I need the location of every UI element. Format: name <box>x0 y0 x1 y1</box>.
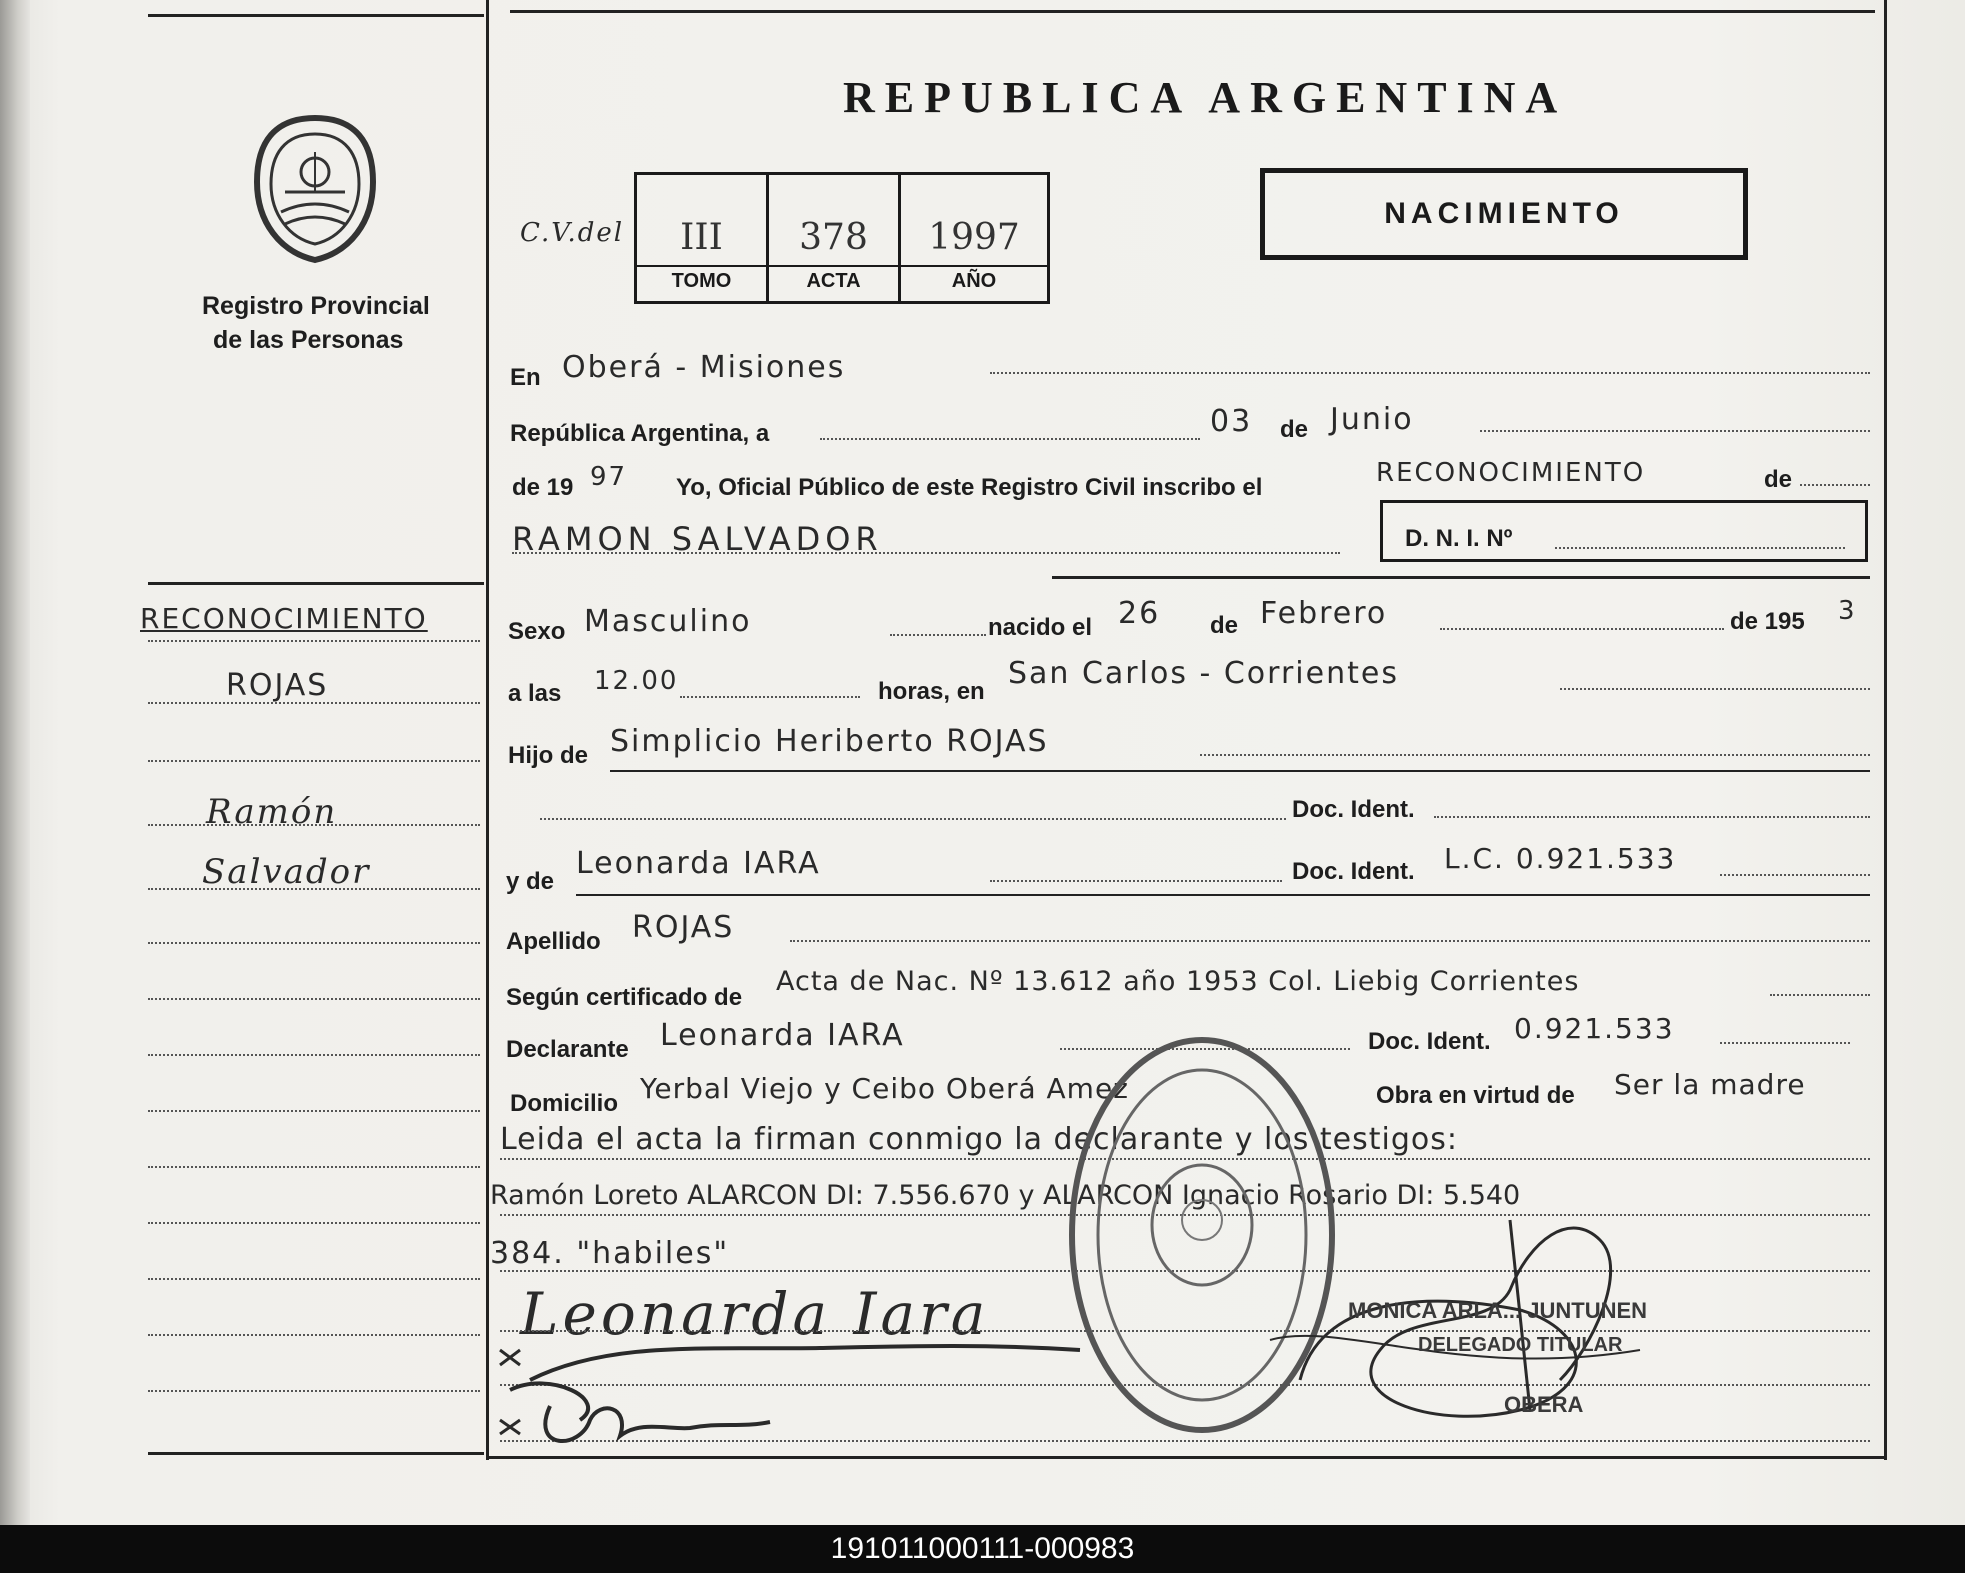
margin-dots <box>148 640 480 642</box>
acta-label: ACTA <box>806 270 861 292</box>
declarante-doc-label: Doc. Ident. <box>1368 1028 1491 1055</box>
dots-line <box>790 940 1870 942</box>
provincial-seal-icon <box>245 112 385 267</box>
act-type: RECONOCIMIENTO <box>1376 458 1646 488</box>
declarante-label: Declarante <box>506 1036 629 1063</box>
father-line <box>1200 754 1870 756</box>
domicilio-label: Domicilio <box>510 1090 619 1117</box>
margin-dots <box>148 1166 480 1168</box>
dni-label: D. N. I. Nº <box>1405 525 1513 552</box>
ano-value: 1997 <box>928 217 1020 258</box>
stamp-role: DELEGADO TITULAR <box>1418 1334 1623 1356</box>
margin-dots <box>148 998 480 1000</box>
nacido-label: nacido el <box>988 614 1093 641</box>
dots-line <box>1720 1042 1850 1044</box>
margin-dots <box>148 942 480 944</box>
birth-year-suffix: 3 <box>1838 596 1857 626</box>
de-label: de <box>1280 416 1309 443</box>
margin-dots <box>148 1334 480 1336</box>
dots-line <box>1440 628 1724 630</box>
en-label: En <box>510 364 541 391</box>
de2-label: de <box>1764 466 1793 493</box>
tomo-cell <box>637 175 769 301</box>
margin-dots <box>148 1278 480 1280</box>
margin-rule <box>148 582 484 585</box>
person-name: RAMON SALVADOR <box>512 520 883 558</box>
dni-box <box>1380 500 1868 562</box>
father-name: Simplicio Heriberto ROJAS <box>610 724 1049 759</box>
margin-given2: Salvador <box>202 852 371 892</box>
ano-label: AÑO <box>951 270 997 292</box>
tomo-label: TOMO <box>671 270 732 292</box>
father-rule <box>610 770 1870 772</box>
hijo-label: Hijo de <box>508 742 589 769</box>
margin-given1: Ramón <box>206 792 338 832</box>
obra-label: Obra en virtud de <box>1376 1082 1575 1109</box>
signature-declarante: Leonarda Iara <box>520 1280 990 1348</box>
registry-prefix: C.V.del <box>520 218 625 248</box>
birth-month: Febrero <box>1260 596 1388 631</box>
column-divider <box>486 0 489 1460</box>
de3-label: de <box>1210 612 1239 639</box>
issuer-line2: de las Personas <box>213 326 404 354</box>
dots-line <box>1770 994 1870 996</box>
name-line <box>512 552 1340 554</box>
margin-bottom-rule <box>148 1452 484 1455</box>
acta-cell <box>769 175 901 301</box>
issuer-line1: Registro Provincial <box>202 292 430 320</box>
declarante-doc: 0.921.533 <box>1514 1012 1675 1045</box>
margin-dots <box>148 1390 480 1392</box>
place-line <box>990 372 1870 374</box>
tomo-value: III <box>680 217 723 258</box>
hora-value: 12.00 <box>594 666 679 696</box>
note-line2: Ramón Loreto ALARCON DI: 7.556.670 y ALARCON Ignacio Rosario DI: 5.540 <box>490 1180 1521 1211</box>
margin-dots <box>148 1222 480 1224</box>
sexo-value: Masculino <box>584 604 752 639</box>
sexo-label: Sexo <box>508 618 566 645</box>
apellido-value: ROJAS <box>632 910 735 945</box>
month: Junio <box>1330 402 1414 437</box>
yde-label: y de <box>506 868 555 895</box>
dots-line <box>820 438 1200 440</box>
republica-label: República Argentina, a <box>510 420 770 447</box>
month-line <box>1480 430 1870 432</box>
year-prefix: de 19 <box>512 474 574 501</box>
obra-value: Ser la madre <box>1614 1068 1806 1101</box>
registry-table <box>634 172 1050 304</box>
page-title: REPUBLICA ARGENTINA <box>843 73 1568 122</box>
mother-name: Leonarda IARA <box>576 846 821 881</box>
note-line3: 384. "habiles" <box>490 1236 730 1271</box>
top-rule-right <box>510 10 1875 13</box>
year-suffix: 97 <box>590 462 628 492</box>
margin-type: RECONOCIMIENTO <box>140 602 428 635</box>
apellido-label: Apellido <box>506 928 601 955</box>
certificado: Acta de Nac. Nº 13.612 año 1953 Col. Liebig Corrientes <box>776 966 1580 997</box>
note-line1: Leida el acta la firman conmigo la declarante y los testigos: <box>500 1122 1458 1157</box>
dots-line <box>540 818 1286 820</box>
dni-line <box>1555 547 1845 549</box>
section-rule <box>1052 576 1870 579</box>
place: Oberá - Misiones <box>562 350 846 385</box>
binding-edge <box>0 0 30 1525</box>
stamp-office: OBERA <box>1504 1392 1584 1417</box>
dots-line <box>680 696 860 698</box>
witness-signatures <box>490 1310 1110 1460</box>
acta-value: 378 <box>799 217 868 258</box>
top-rule-left <box>148 14 484 17</box>
mother-doc: L.C. 0.921.533 <box>1444 842 1677 875</box>
bottom-rule <box>486 1456 1886 1459</box>
ano-cell <box>901 175 1047 301</box>
dots-line <box>1800 484 1870 486</box>
declarante-name: Leonarda IARA <box>660 1018 905 1053</box>
margin-surname: ROJAS <box>226 668 329 703</box>
yo-text: Yo, Oficial Público de este Registro Civil inscribo el <box>676 474 1263 501</box>
margin-dots <box>148 888 480 890</box>
doc-ident-label: Doc. Ident. <box>1292 796 1415 823</box>
dots-line <box>1720 874 1870 876</box>
day: 03 <box>1210 404 1253 439</box>
record-type-box: NACIMIENTO <box>1260 168 1748 260</box>
margin-dots <box>148 1110 480 1112</box>
alas-label: a las <box>508 680 562 707</box>
dots-line <box>1434 816 1870 818</box>
de-year-label: de 195 <box>1730 608 1805 635</box>
domicilio-value: Yerbal Viejo y Ceibo Oberá Amez <box>640 1072 1129 1105</box>
segun-label: Según certificado de <box>506 984 743 1011</box>
mother-rule <box>576 894 1870 896</box>
margin-dots <box>148 760 480 762</box>
horas-label: horas, en <box>878 678 985 705</box>
dots-line <box>890 634 986 636</box>
birth-place: San Carlos - Corrientes <box>1008 656 1399 691</box>
margin-dots <box>148 1054 480 1056</box>
right-border <box>1884 0 1887 1460</box>
stamp-official-name: MONICA ARLA... JUNTUNEN <box>1348 1298 1648 1323</box>
margin-dots <box>148 824 480 826</box>
birth-day: 26 <box>1118 596 1161 631</box>
document-id-footer: 191011000111-000983 <box>0 1525 1965 1573</box>
dots-line <box>1560 688 1870 690</box>
mother-doc-label: Doc. Ident. <box>1292 858 1415 885</box>
dots-line <box>990 880 1282 882</box>
margin-dots <box>148 702 480 704</box>
